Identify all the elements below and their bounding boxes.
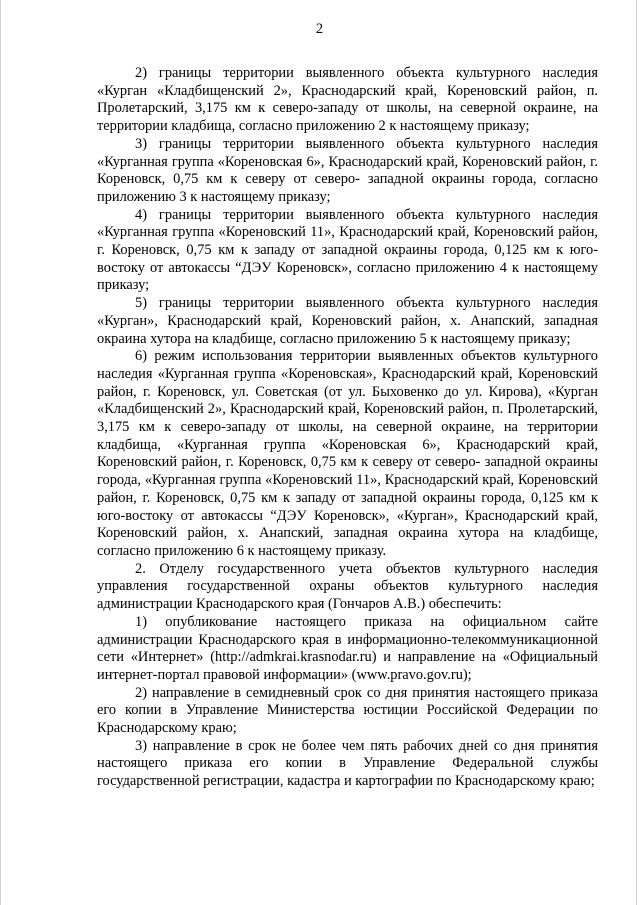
paragraph-boundaries-korenovskaya-6: 3) границы территории выявленного объекта культурного наследия «Курганная группа «Кореновская 6», Краснодарский край, Кореновский район, г. Кореновск, 0,75 км к северу от северо- западной окраины города, согласно приложению 3 к настоящему приказу; [97,135,598,205]
paragraph-publication: 1) опубликование настоящего приказа на официальном сайте администрации Краснодарского края в информационно-телекоммуникационной сети «Интернет» (http://admkrai.krasnodar.ru) и направление на «Официальный интернет-портал правовой информации» (www.pravo.gov.ru); [97,613,598,683]
paragraph-boundaries-kurgan-kladbishchensky-2: 2) границы территории выявленного объекта культурного наследия «Курган «Кладбищенский 2», Краснодарский край, Кореновский район, п. Пролетарский, 3,175 км к северо-западу от школы, на северной окраине, на территории кладбища, согласно приложению 2 к настоящему приказу; [97,65,598,135]
page-number: 2 [315,21,324,37]
paragraph-territory-use-regime: 6) режим использования территории выявленных объектов культурного наследия «Курганная группа «Кореновская», Краснодарский край, Кореновский район, г. Кореновск, ул. Советская (от ул. Быховенко до ул. Кирова), «Курган «Кладбищенский 2», Краснодарский край, Кореновский район, п. Пролетарский, 3,175 км к северо-западу от школы, на северной окраине, на территории кладбища, «Курганная группа «Кореновская 6», Краснодарский край, Кореновский район, г. Кореновск, 0,75 км к северу от северо- западной окраины города, «Курганная группа «Кореновский 11», Краснодарский край, Кореновский район, г. Кореновск, 0,75 км к западу от западной окраины города, 0,125 км к юго-востоку от автокассы “ДЭУ Кореновск», «Курган», Краснодарский край, Кореновский район, х. Анапский, западная окраина хутора на кладбище, согласно приложению 6 к настоящему приказу. [97,348,598,559]
paragraph-boundaries-kurgan-anapsky: 5) границы территории выявленного объекта культурного наследия «Курган», Краснодарский край, Кореновский район, х. Анапский, западная окраина хутора на кладбище, согласно приложению 5 к настоящему приказу; [97,295,598,347]
paragraph-ministry-of-justice: 2) направление в семидневный срок со дня принятия настоящего приказа его копии в Управление Министерства юстиции Российской Федерации по Краснодарскому краю; [97,684,598,737]
scan-right-edge [636,0,637,905]
paragraph-boundaries-korenovsky-11: 4) границы территории выявленного объекта культурного наследия «Курганная группа «Кореновский 11», Краснодарский край, Кореновский район, г. Кореновск, 0,75 км к западу от западной окраины города, 0,125 км к юго-востоку от автокассы “ДЭУ Кореновск», согласно приложению 4 к настоящему приказу; [97,206,598,294]
scan-left-edge [0,0,1,905]
paragraph-rosreestr: 3) направление в срок не более чем пять рабочих дней со дня принятия настоящего приказа его копии в Управление Федеральной службы государственной регистрации, кадастра и картографии по Краснодарскому краю; [97,737,598,790]
document-body [97,65,598,791]
paragraph-department-instructions: 2. Отделу государственного учета объектов культурного наследия управления государственной охраны объектов культурного наследия администрации Краснодарского края (Гончаров А.В.) обеспечить: [97,560,598,613]
